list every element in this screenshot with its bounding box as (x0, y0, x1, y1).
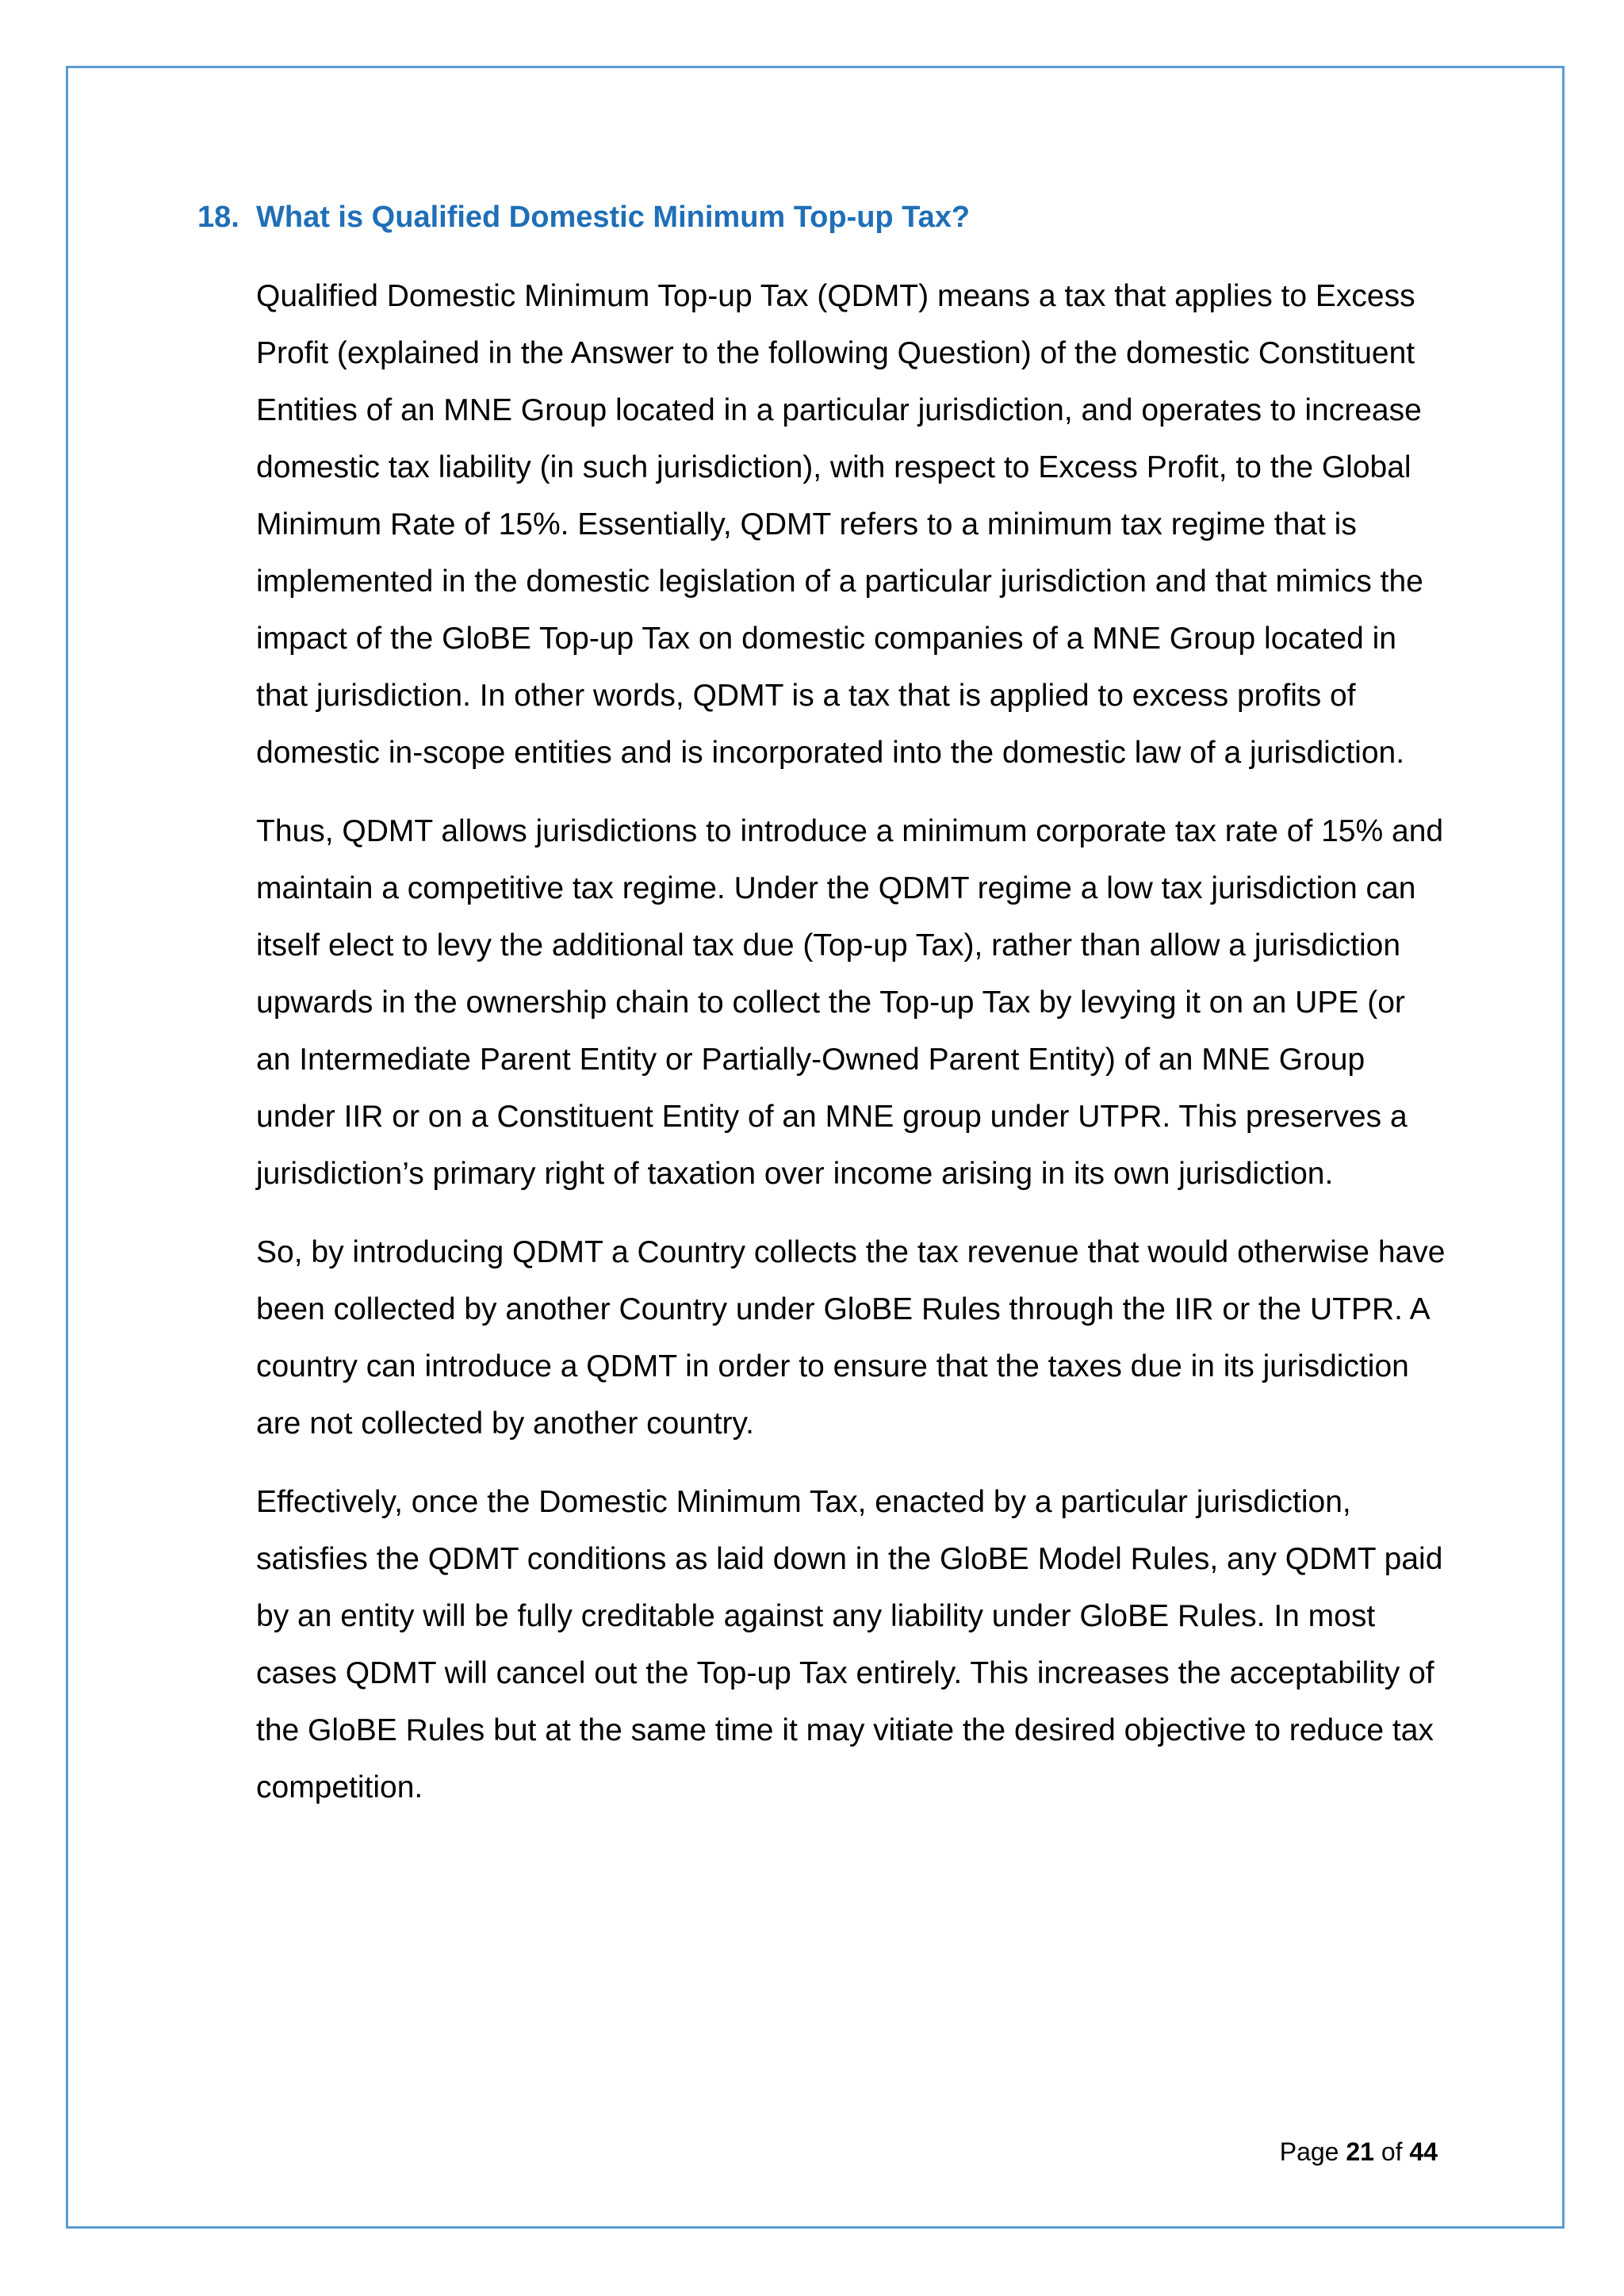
page-label: Page (1279, 2137, 1339, 2166)
section-heading (197, 194, 1450, 240)
paragraph: Qualified Domestic Minimum Top-up Tax (QDMT) means a tax that applies to Excess Profit (explained in the Answer to the following Question) of the domestic Constituent Entities of an MNE Group located in a particular jurisdiction, and operates to increase domestic tax liability (in such jurisdiction), with respect to Excess Profit, to the Global Minimum Rate of 15%. Essentially, QDMT refers to a minimum tax regime that is implemented in the domestic legislation of a particular jurisdiction and that mimics the impact of the GloBE Top-up Tax on domestic companies of a MNE Group located in that jurisdiction. In other words, QDMT is a tax that is applied to excess profits of domestic in-scope entities and is incorporated into the domestic law of a jurisdiction. (256, 279, 1423, 770)
section-body (256, 268, 1446, 1838)
total-pages-number: 44 (1409, 2137, 1438, 2166)
paragraph: Effectively, once the Domestic Minimum Tax, enacted by a particular jurisdiction, satisfies the QDMT conditions as laid down in the GloBE Model Rules, any QDMT paid by an entity will be fully creditable against any liability under GloBE Rules. In most cases QDMT will cancel out the Top-up Tax entirely. This increases the acceptability of the GloBE Rules but at the same time it may vitiate the desired objective to reduce tax competition. (256, 1485, 1443, 1804)
section-number: 18. (197, 201, 239, 234)
of-label: of (1381, 2137, 1403, 2166)
paragraph: So, by introducing QDMT a Country collects the tax revenue that would otherwise have been collected by another Country under GloBE Rules through the IIR or the UTPR. A country can introduce a QDMT in order to ensure that the taxes due in its jurisdiction are not collected by another country. (256, 1235, 1446, 1441)
page-number-footer (1280, 2137, 1438, 2167)
paragraph: Thus, QDMT allows jurisdictions to introduce a minimum corporate tax rate of 15% and maintain a competitive tax regime. Under the QDMT regime a low tax jurisdiction can itself elect to levy the additional tax due (Top-up Tax), rather than allow a jurisdiction upwards in the ownership chain to collect the Top-up Tax by levying it on an UPE (or an Intermediate Parent Entity or Partially-Owned Parent Entity) of an MNE Group under IIR or on a Constituent Entity of an MNE group under UTPR. This preserves a jurisdiction’s primary right of taxation over income arising in its own jurisdiction. (256, 814, 1444, 1191)
current-page-number: 21 (1346, 2137, 1374, 2166)
section-title: What is Qualified Domestic Minimum Top-up Tax? (256, 201, 971, 234)
